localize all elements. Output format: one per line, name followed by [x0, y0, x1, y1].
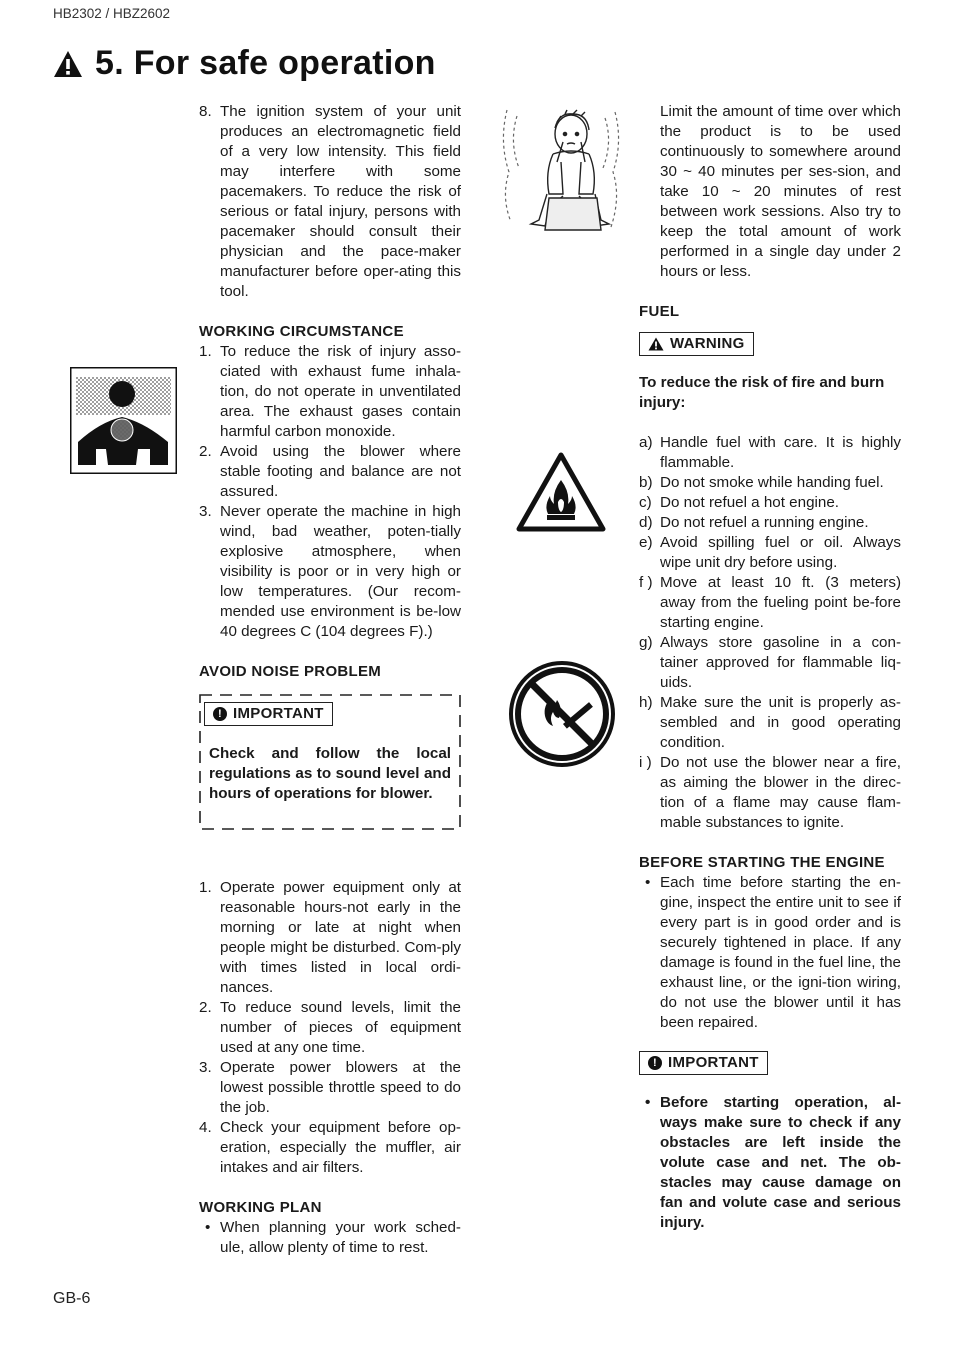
- list-item: 2. To reduce sound levels, limit the number of pieces of equipment used at any one time.: [199, 999, 461, 1056]
- page-number: GB-6: [53, 1290, 91, 1307]
- no-smoking-icon: [507, 658, 617, 770]
- list-item: f ) Move at least 10 ft. (3 meters) away from the fueling point be-fore starting engine.: [639, 574, 901, 631]
- list-item: 8. The ignition system of your unit produces an electromagnetic field of a very low intensity. This field may interfere with some pacemakers. To reduce the risk of serious or fatal injury, persons with pacemaker should consult their physician and the pace-maker manufacturer before oper-ating this tool.: [199, 103, 461, 300]
- warning-triangle-icon: [648, 337, 664, 351]
- list-item: 4. Check your equipment before op-eration, especially the muffler, air intakes and air filters.: [199, 1119, 461, 1176]
- section-heading-avoid-noise: AVOID NOISE PROBLEM: [199, 663, 382, 680]
- list-item: 2. Avoid using the blower where stable footing and balance are not assured.: [199, 443, 461, 500]
- bullet-item: • Before starting operation, al-ways make sure to check if any obstacles are left inside the volute case and net. The ob-stacles may cause damage on fan and volute case and serious injury.: [645, 1094, 901, 1231]
- right-column: [639, 102, 901, 1233]
- warning-triangle-icon: [53, 50, 83, 78]
- section-heading-fuel: FUEL: [639, 303, 680, 320]
- important-text: Check and follow the local regulations as to sound level and hours of operations for blower.: [209, 745, 451, 802]
- bullet-item: • When planning your work sched-ule, allow plenty of time to rest.: [205, 1219, 461, 1256]
- left-column: [199, 102, 461, 1258]
- fuel-intro: To reduce the risk of fire and burn injury:: [639, 374, 885, 411]
- tired-operator-illustration: [497, 102, 625, 238]
- list-item: 3. Operate power blowers at the lowest possible throttle speed to do the job.: [199, 1059, 461, 1116]
- exclamation-icon: !: [648, 1056, 662, 1070]
- exhaust-fume-pictogram: [70, 367, 177, 474]
- model-header: HB2302 / HBZ2602: [53, 6, 171, 21]
- list-item: d) Do not refuel a running engine.: [639, 514, 869, 531]
- list-item: a) Handle fuel with care. It is highly flammable.: [639, 434, 901, 471]
- list-item: i ) Do not use the blower near a fire, as aiming the blower in the direc-tion of a flame may cause flam-mable substances to ignite.: [639, 754, 901, 831]
- section-heading-working-plan: WORKING PLAN: [199, 1199, 322, 1216]
- list-item: e) Avoid spilling fuel or oil. Always wipe unit dry before using.: [639, 534, 901, 571]
- list-item: c) Do not refuel a hot engine.: [639, 494, 840, 511]
- list-item: b) Do not smoke while handing fuel.: [639, 474, 884, 491]
- section-heading-working-circumstance: WORKING CIRCUMSTANCE: [199, 323, 404, 340]
- important-badge: ! IMPORTANT: [204, 702, 333, 726]
- page-title-text: 5. For safe operation: [95, 44, 436, 82]
- important-badge: ! IMPORTANT: [639, 1051, 768, 1075]
- warning-badge: WARNING: [639, 332, 754, 356]
- list-item: g) Always store gasoline in a con-tainer approved for flammable liq-uids.: [639, 634, 901, 691]
- list-item: 1. To reduce the risk of injury asso-ciated with exhaust fume inhala-tion, do not operate in unventilated area. The exhaust gases contain harmful carbon monoxide.: [199, 343, 461, 440]
- exclamation-icon: !: [213, 707, 227, 721]
- important-notice-box: [199, 694, 461, 830]
- list-item: 3. Never operate the machine in high wind, bad weather, poten-tially explosive atmosphere, when visibility is poor or in very high or low temperatures. (Our recom-mended use environment is be-low 40 degrees C (104 degrees F).): [199, 503, 461, 640]
- bullet-item: • Each time before starting the en-gine, inspect the entire unit to see if every part is in good order and is securely tightened in place. If any damage is found in the fuel line, the exhaust line, or the igni-tion wiring, do not use the blower until it has been repaired.: [645, 874, 901, 1031]
- page-title: [53, 44, 436, 83]
- limit-time-text: Limit the amount of time over which the product is to be used continuously to somewhere around 30 ~ 40 minutes per ses-sion, and take 10 ~ 20 minutes of rest between work sessions. Also try to keep the total amount of work performed in a single day under 2 hours or less.: [660, 103, 901, 280]
- section-heading-before-starting: BEFORE STARTING THE ENGINE: [639, 854, 885, 871]
- flammable-warning-icon: [516, 452, 606, 532]
- list-item: h) Make sure the unit is properly as-sembled and in good operating condition.: [639, 694, 901, 751]
- list-item: 1. Operate power equipment only at reasonable hours-not early in the morning or late at night when people might be disturbed. Com-ply with times listed in local ordi-nances.: [199, 879, 461, 996]
